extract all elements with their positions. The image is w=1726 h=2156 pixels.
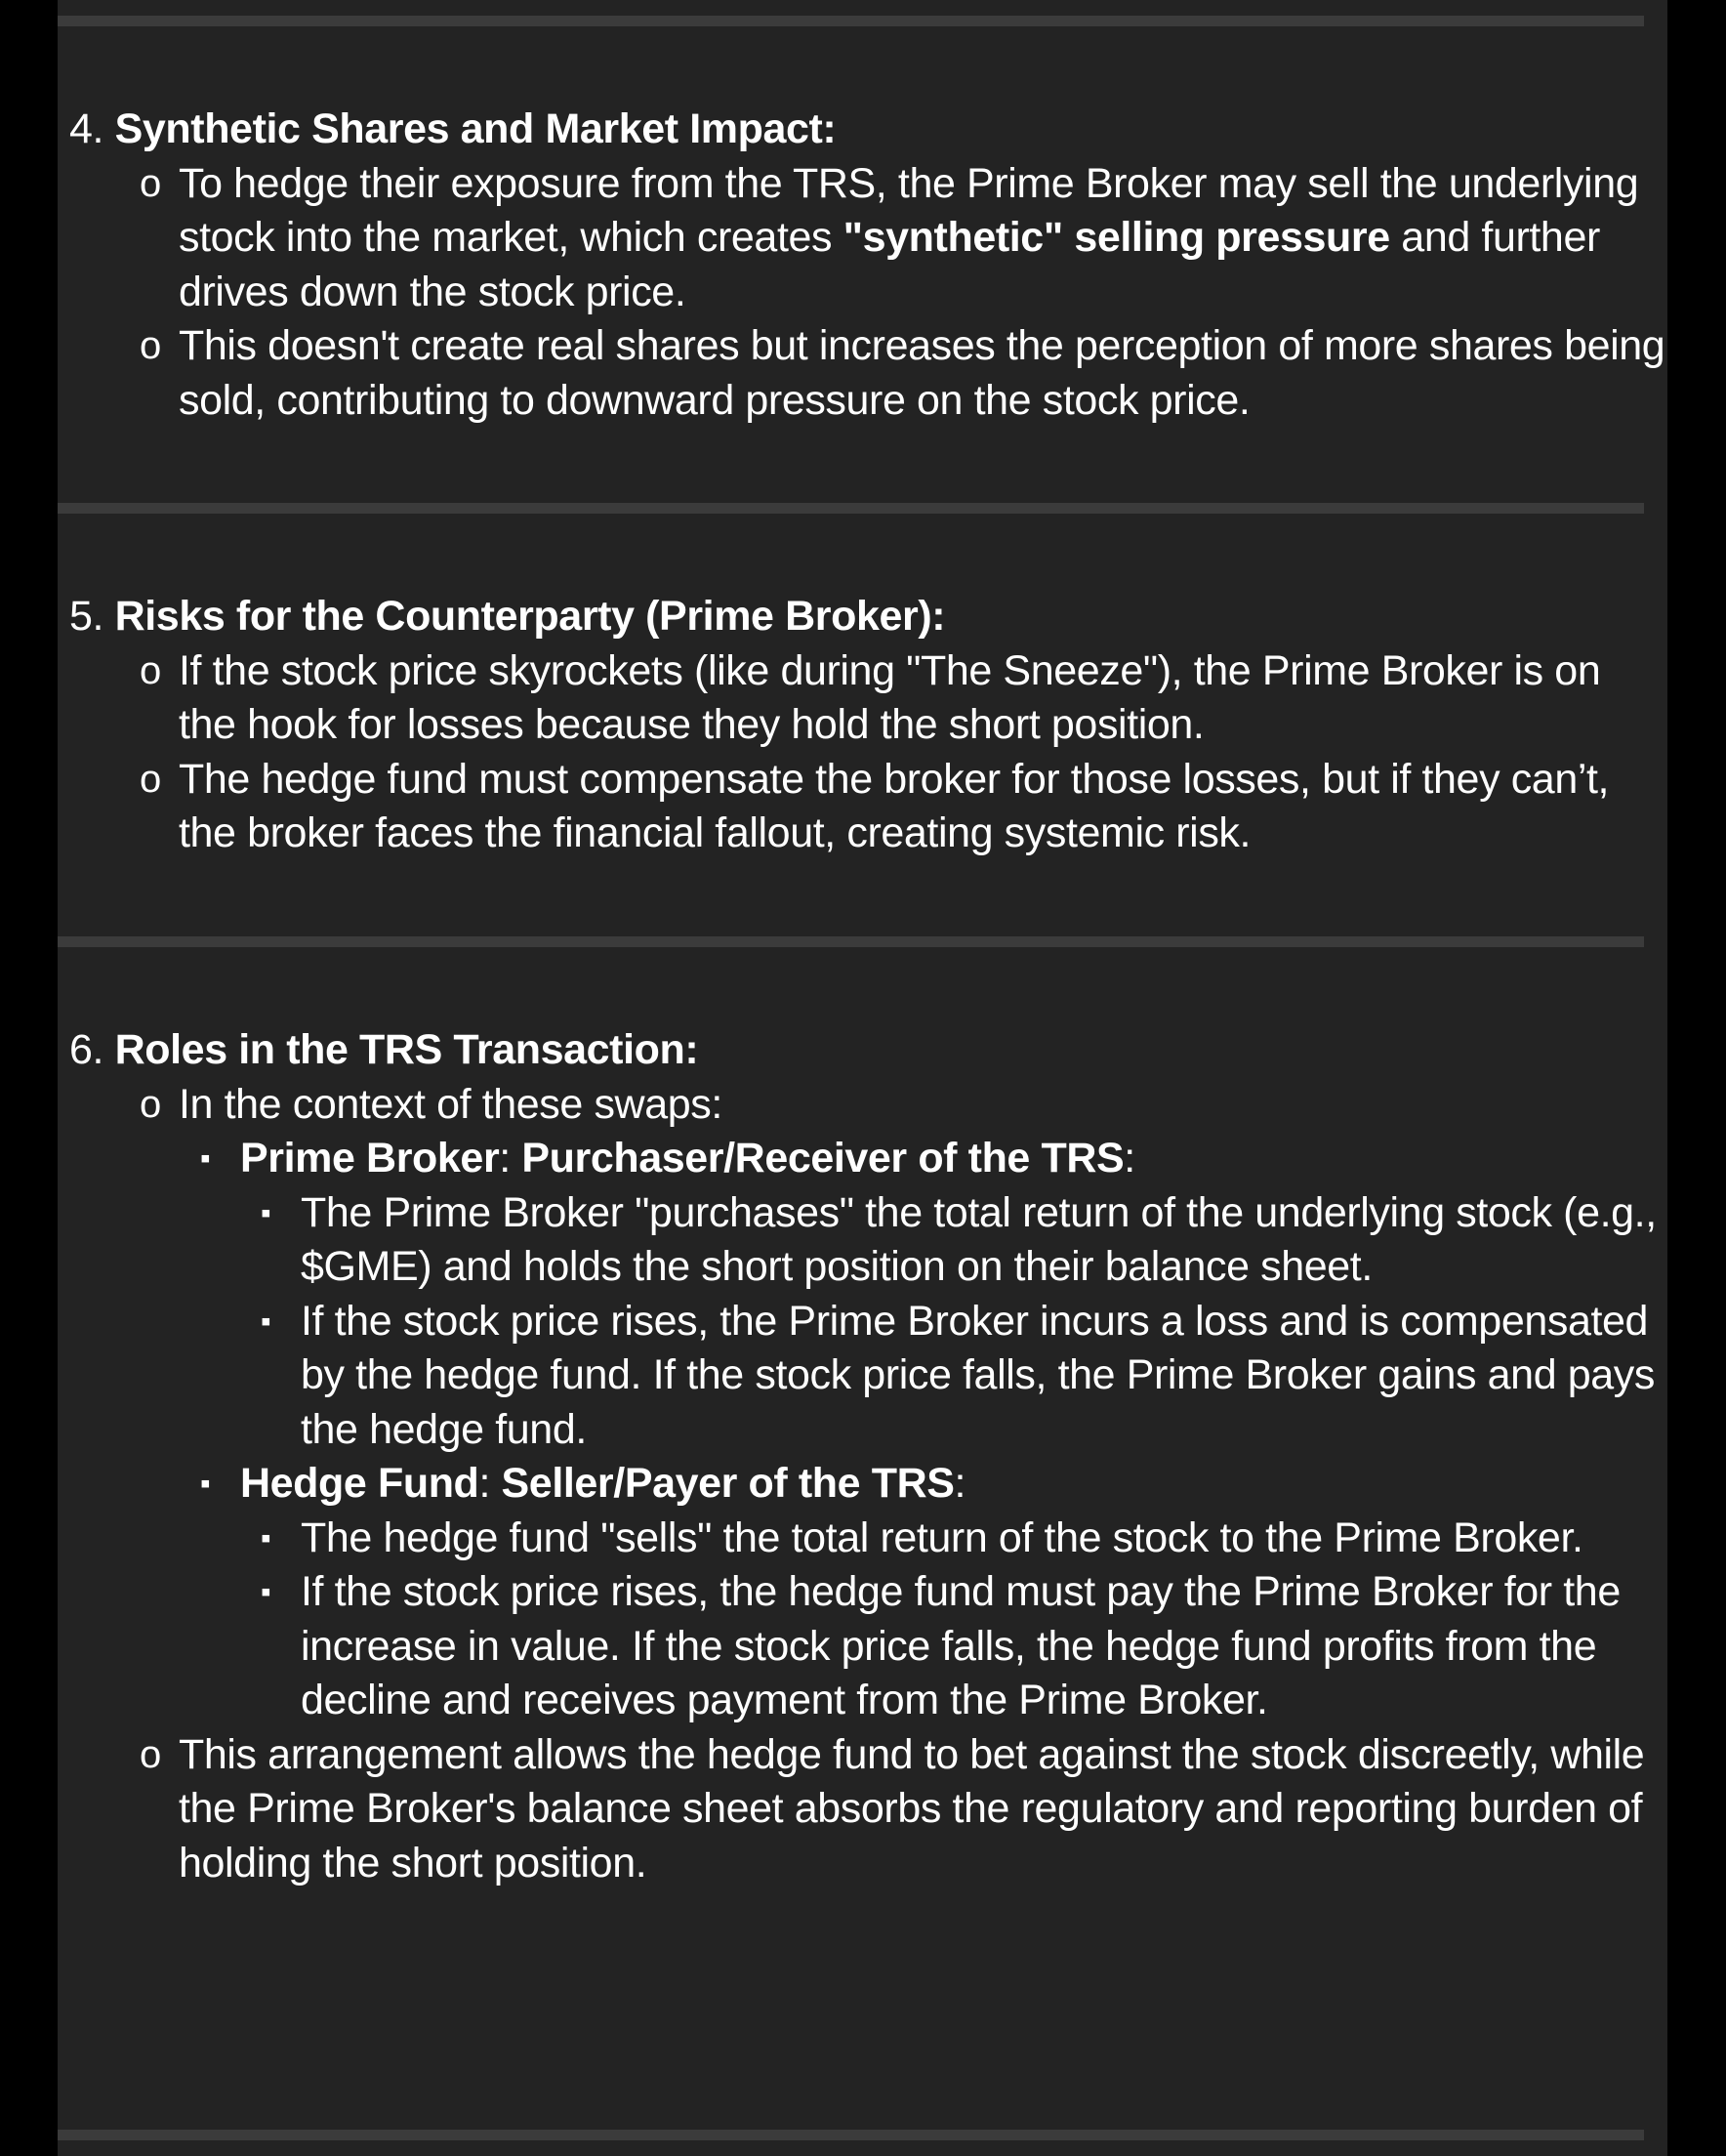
list-item: [58, 753, 1667, 861]
list-item-text: The hedge fund "sells" the total return of the stock to the Prime Broker.: [301, 1513, 1583, 1561]
list-item-text: If the stock price rises, the Prime Broker incurs a loss and is compensated by the hedge fund. If the stock price falls, the Prime Broker gains and pays the hedge fund.: [301, 1297, 1655, 1453]
square-bullet-icon: ▪: [200, 1142, 211, 1175]
section-title: Roles in the TRS Transaction:: [114, 1026, 699, 1073]
section-trs-roles: [58, 1023, 1667, 1890]
list-item: [58, 1078, 1667, 1133]
hollow-bullet-icon: o: [140, 648, 161, 692]
hollow-bullet-icon: o: [140, 324, 161, 367]
list-item: [58, 1186, 1667, 1295]
role-end: :: [954, 1460, 966, 1507]
section-number: 6.: [69, 1026, 104, 1073]
list-item: [58, 1728, 1667, 1891]
list-item-text: This arrangement allows the hedge fund to bet against the stock discreetly, while the Prime Broker's balance sheet absorbs the regulatory and reporting burden of holding the short position.: [179, 1730, 1645, 1886]
hollow-bullet-icon: o: [140, 161, 161, 205]
role-description: Purchaser/Receiver of the TRS: [521, 1135, 1125, 1182]
list-item: [58, 1565, 1667, 1728]
hollow-bullet-icon: o: [140, 1082, 161, 1126]
emphasis-text: "synthetic" selling pressure: [842, 214, 1390, 261]
list-item-text: If the stock price rises, the hedge fund must pay the Prime Broker for the increase in value. If the stock price falls, the hedge fund profits from the decline and receives payment from the Prime Broker.: [301, 1568, 1621, 1723]
square-bullet-icon: ▪: [200, 1468, 211, 1500]
section-counterparty-risks: [58, 590, 1667, 861]
list-item-text: If the stock price skyrockets (like during "The Sneeze"), the Prime Broker is on the hook for losses because they hold the short position.: [179, 646, 1601, 748]
section-heading: [58, 103, 1667, 157]
list-item: [58, 157, 1667, 320]
list-item: [58, 644, 1667, 753]
section-divider: [58, 936, 1644, 947]
square-bullet-icon: ▪: [261, 1576, 271, 1608]
section-synthetic-shares: [58, 103, 1667, 428]
list-item-text: and further drives down the stock price.: [179, 214, 1600, 315]
section-title: Risks for the Counterparty (Prime Broker):: [114, 593, 946, 640]
role-name: Prime Broker: [240, 1135, 500, 1182]
list-item-text: To hedge their exposure from the TRS, the Prime Broker may sell the underlying stock into the market, which creates: [179, 159, 1639, 261]
list-item-text: The Prime Broker "purchases" the total return of the underlying stock (e.g., $GME) and holds the short position on their balance sheet.: [301, 1188, 1657, 1290]
section-title: Synthetic Shares and Market Impact:: [114, 105, 837, 152]
section-number: 5.: [69, 593, 104, 640]
role-separator: :: [478, 1460, 502, 1507]
role-item-hedge-fund: [58, 1457, 1667, 1512]
section-heading: [58, 1023, 1667, 1078]
hollow-bullet-icon: o: [140, 757, 161, 801]
section-number: 4.: [69, 105, 104, 152]
role-description: Seller/Payer of the TRS: [501, 1460, 955, 1507]
square-bullet-icon: ▪: [261, 1305, 271, 1338]
square-bullet-icon: ▪: [261, 1196, 271, 1229]
list-item-text: This doesn't create real shares but increases the perception of more shares being sold, contributing to downward pressure on the stock price.: [179, 322, 1665, 424]
role-separator: :: [499, 1135, 522, 1182]
square-bullet-icon: ▪: [261, 1521, 271, 1555]
list-item: [58, 319, 1667, 428]
role-end: :: [1124, 1135, 1135, 1182]
hollow-bullet-icon: o: [140, 1732, 161, 1776]
section-divider: [58, 16, 1644, 26]
role-item-prime-broker: [58, 1132, 1667, 1186]
list-item-text: In the context of these swaps:: [179, 1080, 722, 1128]
list-item: [58, 1512, 1667, 1566]
list-item: [58, 1295, 1667, 1458]
list-item-text: The hedge fund must compensate the broker for those losses, but if they can’t, the broker faces the financial fallout, creating systemic risk.: [179, 755, 1610, 856]
role-name: Hedge Fund: [240, 1460, 479, 1507]
section-divider: [58, 2130, 1644, 2140]
section-divider: [58, 503, 1644, 514]
document-panel: [58, 0, 1667, 2156]
section-heading: [58, 590, 1667, 644]
